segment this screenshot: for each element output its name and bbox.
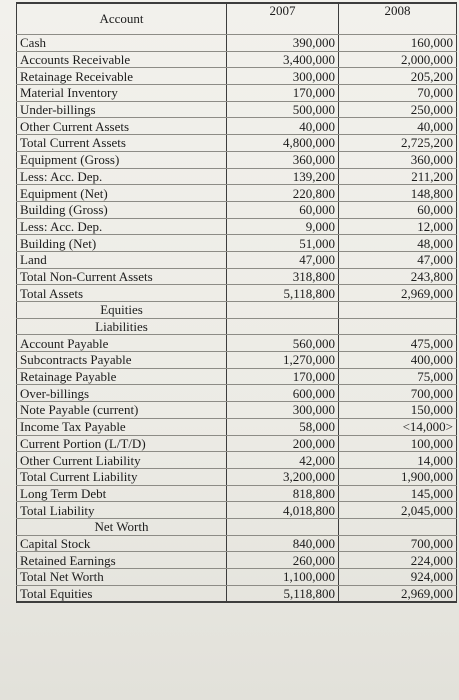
value-2007: 5,118,800	[227, 285, 339, 302]
table-row	[17, 368, 457, 385]
table-row	[17, 318, 457, 335]
value-2007: 500,000	[227, 101, 339, 118]
value-2008: 2,969,000	[339, 585, 457, 602]
value-2007: 5,118,800	[227, 585, 339, 602]
account-label: Less: Acc. Dep.	[17, 218, 227, 235]
value-2008: 145,000	[339, 485, 457, 502]
table-row	[17, 151, 457, 168]
value-2008: 400,000	[339, 352, 457, 369]
table-row	[17, 235, 457, 252]
value-2007: 170,000	[227, 85, 339, 102]
account-label: Current Portion (L/T/D)	[17, 435, 227, 452]
value-2007: 560,000	[227, 335, 339, 352]
value-2007: 318,800	[227, 268, 339, 285]
value-2008: 48,000	[339, 235, 457, 252]
value-2008: 700,000	[339, 535, 457, 552]
value-2007: 3,200,000	[227, 468, 339, 485]
value-2008: <14,000>	[339, 418, 457, 435]
value-2007: 360,000	[227, 151, 339, 168]
table-row	[17, 468, 457, 485]
table-row	[17, 51, 457, 68]
value-2007: 818,800	[227, 485, 339, 502]
table-row	[17, 335, 457, 352]
table-row	[17, 352, 457, 369]
account-label: Building (Net)	[17, 235, 227, 252]
value-2008: 2,969,000	[339, 285, 457, 302]
value-2007: 220,800	[227, 185, 339, 202]
value-2008: 100,000	[339, 435, 457, 452]
table-row	[17, 68, 457, 85]
value-2008: 243,800	[339, 268, 457, 285]
value-2007: 390,000	[227, 35, 339, 52]
table-row	[17, 418, 457, 435]
table-row	[17, 251, 457, 268]
table-row	[17, 402, 457, 419]
account-label: Retained Earnings	[17, 552, 227, 569]
value-2007: 840,000	[227, 535, 339, 552]
table-row	[17, 168, 457, 185]
account-label: Total Current Liability	[17, 468, 227, 485]
account-label: Equipment (Net)	[17, 185, 227, 202]
account-label: Capital Stock	[17, 535, 227, 552]
table-row	[17, 385, 457, 402]
account-label: Total Liability	[17, 502, 227, 519]
year-2008-column-header: 2008	[339, 3, 457, 35]
value-2008	[339, 302, 457, 319]
value-2007: 51,000	[227, 235, 339, 252]
table-row	[17, 585, 457, 602]
table-row	[17, 569, 457, 586]
value-2008: 47,000	[339, 251, 457, 268]
value-2008: 2,000,000	[339, 51, 457, 68]
value-2008: 924,000	[339, 569, 457, 586]
table-row	[17, 101, 457, 118]
value-2008: 211,200	[339, 168, 457, 185]
value-2007: 42,000	[227, 452, 339, 469]
value-2008: 160,000	[339, 35, 457, 52]
value-2007	[227, 318, 339, 335]
account-label: Accounts Receivable	[17, 51, 227, 68]
value-2008	[339, 318, 457, 335]
value-2007	[227, 302, 339, 319]
value-2007	[227, 518, 339, 535]
table-row	[17, 535, 457, 552]
value-2008: 224,000	[339, 552, 457, 569]
value-2007: 4,800,000	[227, 135, 339, 152]
table-row	[17, 502, 457, 519]
account-label: Total Net Worth	[17, 569, 227, 586]
value-2007: 47,000	[227, 251, 339, 268]
value-2008: 14,000	[339, 452, 457, 469]
value-2007: 260,000	[227, 552, 339, 569]
table-row	[17, 485, 457, 502]
account-label: Equipment (Gross)	[17, 151, 227, 168]
account-label: Account Payable	[17, 335, 227, 352]
table-row	[17, 268, 457, 285]
header-row	[17, 3, 457, 35]
table-row	[17, 35, 457, 52]
account-label: Note Payable (current)	[17, 402, 227, 419]
account-label: Other Current Assets	[17, 118, 227, 135]
table-row	[17, 435, 457, 452]
account-label: Less: Acc. Dep.	[17, 168, 227, 185]
table-row	[17, 85, 457, 102]
table-row	[17, 218, 457, 235]
account-label: Long Term Debt	[17, 485, 227, 502]
table-row	[17, 135, 457, 152]
account-label: Cash	[17, 35, 227, 52]
account-label: Total Non-Current Assets	[17, 268, 227, 285]
account-label: Material Inventory	[17, 85, 227, 102]
value-2007: 139,200	[227, 168, 339, 185]
table-row	[17, 452, 457, 469]
value-2007: 60,000	[227, 201, 339, 218]
account-column-header: Account	[17, 3, 227, 35]
balance-sheet-body	[17, 3, 457, 602]
value-2007: 170,000	[227, 368, 339, 385]
table-row	[17, 302, 457, 319]
value-2007: 300,000	[227, 402, 339, 419]
account-label: Net Worth	[17, 518, 227, 535]
value-2008: 60,000	[339, 201, 457, 218]
value-2008: 700,000	[339, 385, 457, 402]
value-2008: 75,000	[339, 368, 457, 385]
value-2008: 1,900,000	[339, 468, 457, 485]
value-2007: 3,400,000	[227, 51, 339, 68]
account-label: Building (Gross)	[17, 201, 227, 218]
value-2007: 4,018,800	[227, 502, 339, 519]
table-row	[17, 518, 457, 535]
account-label: Total Current Assets	[17, 135, 227, 152]
value-2008: 148,800	[339, 185, 457, 202]
table-row	[17, 185, 457, 202]
value-2008: 150,000	[339, 402, 457, 419]
value-2008: 70,000	[339, 85, 457, 102]
account-label: Liabilities	[17, 318, 227, 335]
balance-sheet-table	[16, 2, 457, 603]
value-2008: 2,725,200	[339, 135, 457, 152]
value-2008: 2,045,000	[339, 502, 457, 519]
account-label: Other Current Liability	[17, 452, 227, 469]
value-2007: 1,270,000	[227, 352, 339, 369]
table-row	[17, 201, 457, 218]
value-2007: 9,000	[227, 218, 339, 235]
table-row	[17, 118, 457, 135]
value-2007: 58,000	[227, 418, 339, 435]
year-2007-column-header: 2007	[227, 3, 339, 35]
value-2007: 40,000	[227, 118, 339, 135]
value-2008: 475,000	[339, 335, 457, 352]
account-label: Total Equities	[17, 585, 227, 602]
account-label: Under-billings	[17, 101, 227, 118]
value-2008: 40,000	[339, 118, 457, 135]
value-2008: 250,000	[339, 101, 457, 118]
value-2008	[339, 518, 457, 535]
value-2007: 300,000	[227, 68, 339, 85]
account-label: Subcontracts Payable	[17, 352, 227, 369]
account-label: Retainage Payable	[17, 368, 227, 385]
account-label: Land	[17, 251, 227, 268]
value-2008: 12,000	[339, 218, 457, 235]
table-row	[17, 552, 457, 569]
account-label: Income Tax Payable	[17, 418, 227, 435]
account-label: Equities	[17, 302, 227, 319]
value-2007: 600,000	[227, 385, 339, 402]
value-2007: 200,000	[227, 435, 339, 452]
value-2008: 360,000	[339, 151, 457, 168]
table-row	[17, 285, 457, 302]
value-2007: 1,100,000	[227, 569, 339, 586]
value-2008: 205,200	[339, 68, 457, 85]
account-label: Total Assets	[17, 285, 227, 302]
account-label: Over-billings	[17, 385, 227, 402]
account-label: Retainage Receivable	[17, 68, 227, 85]
